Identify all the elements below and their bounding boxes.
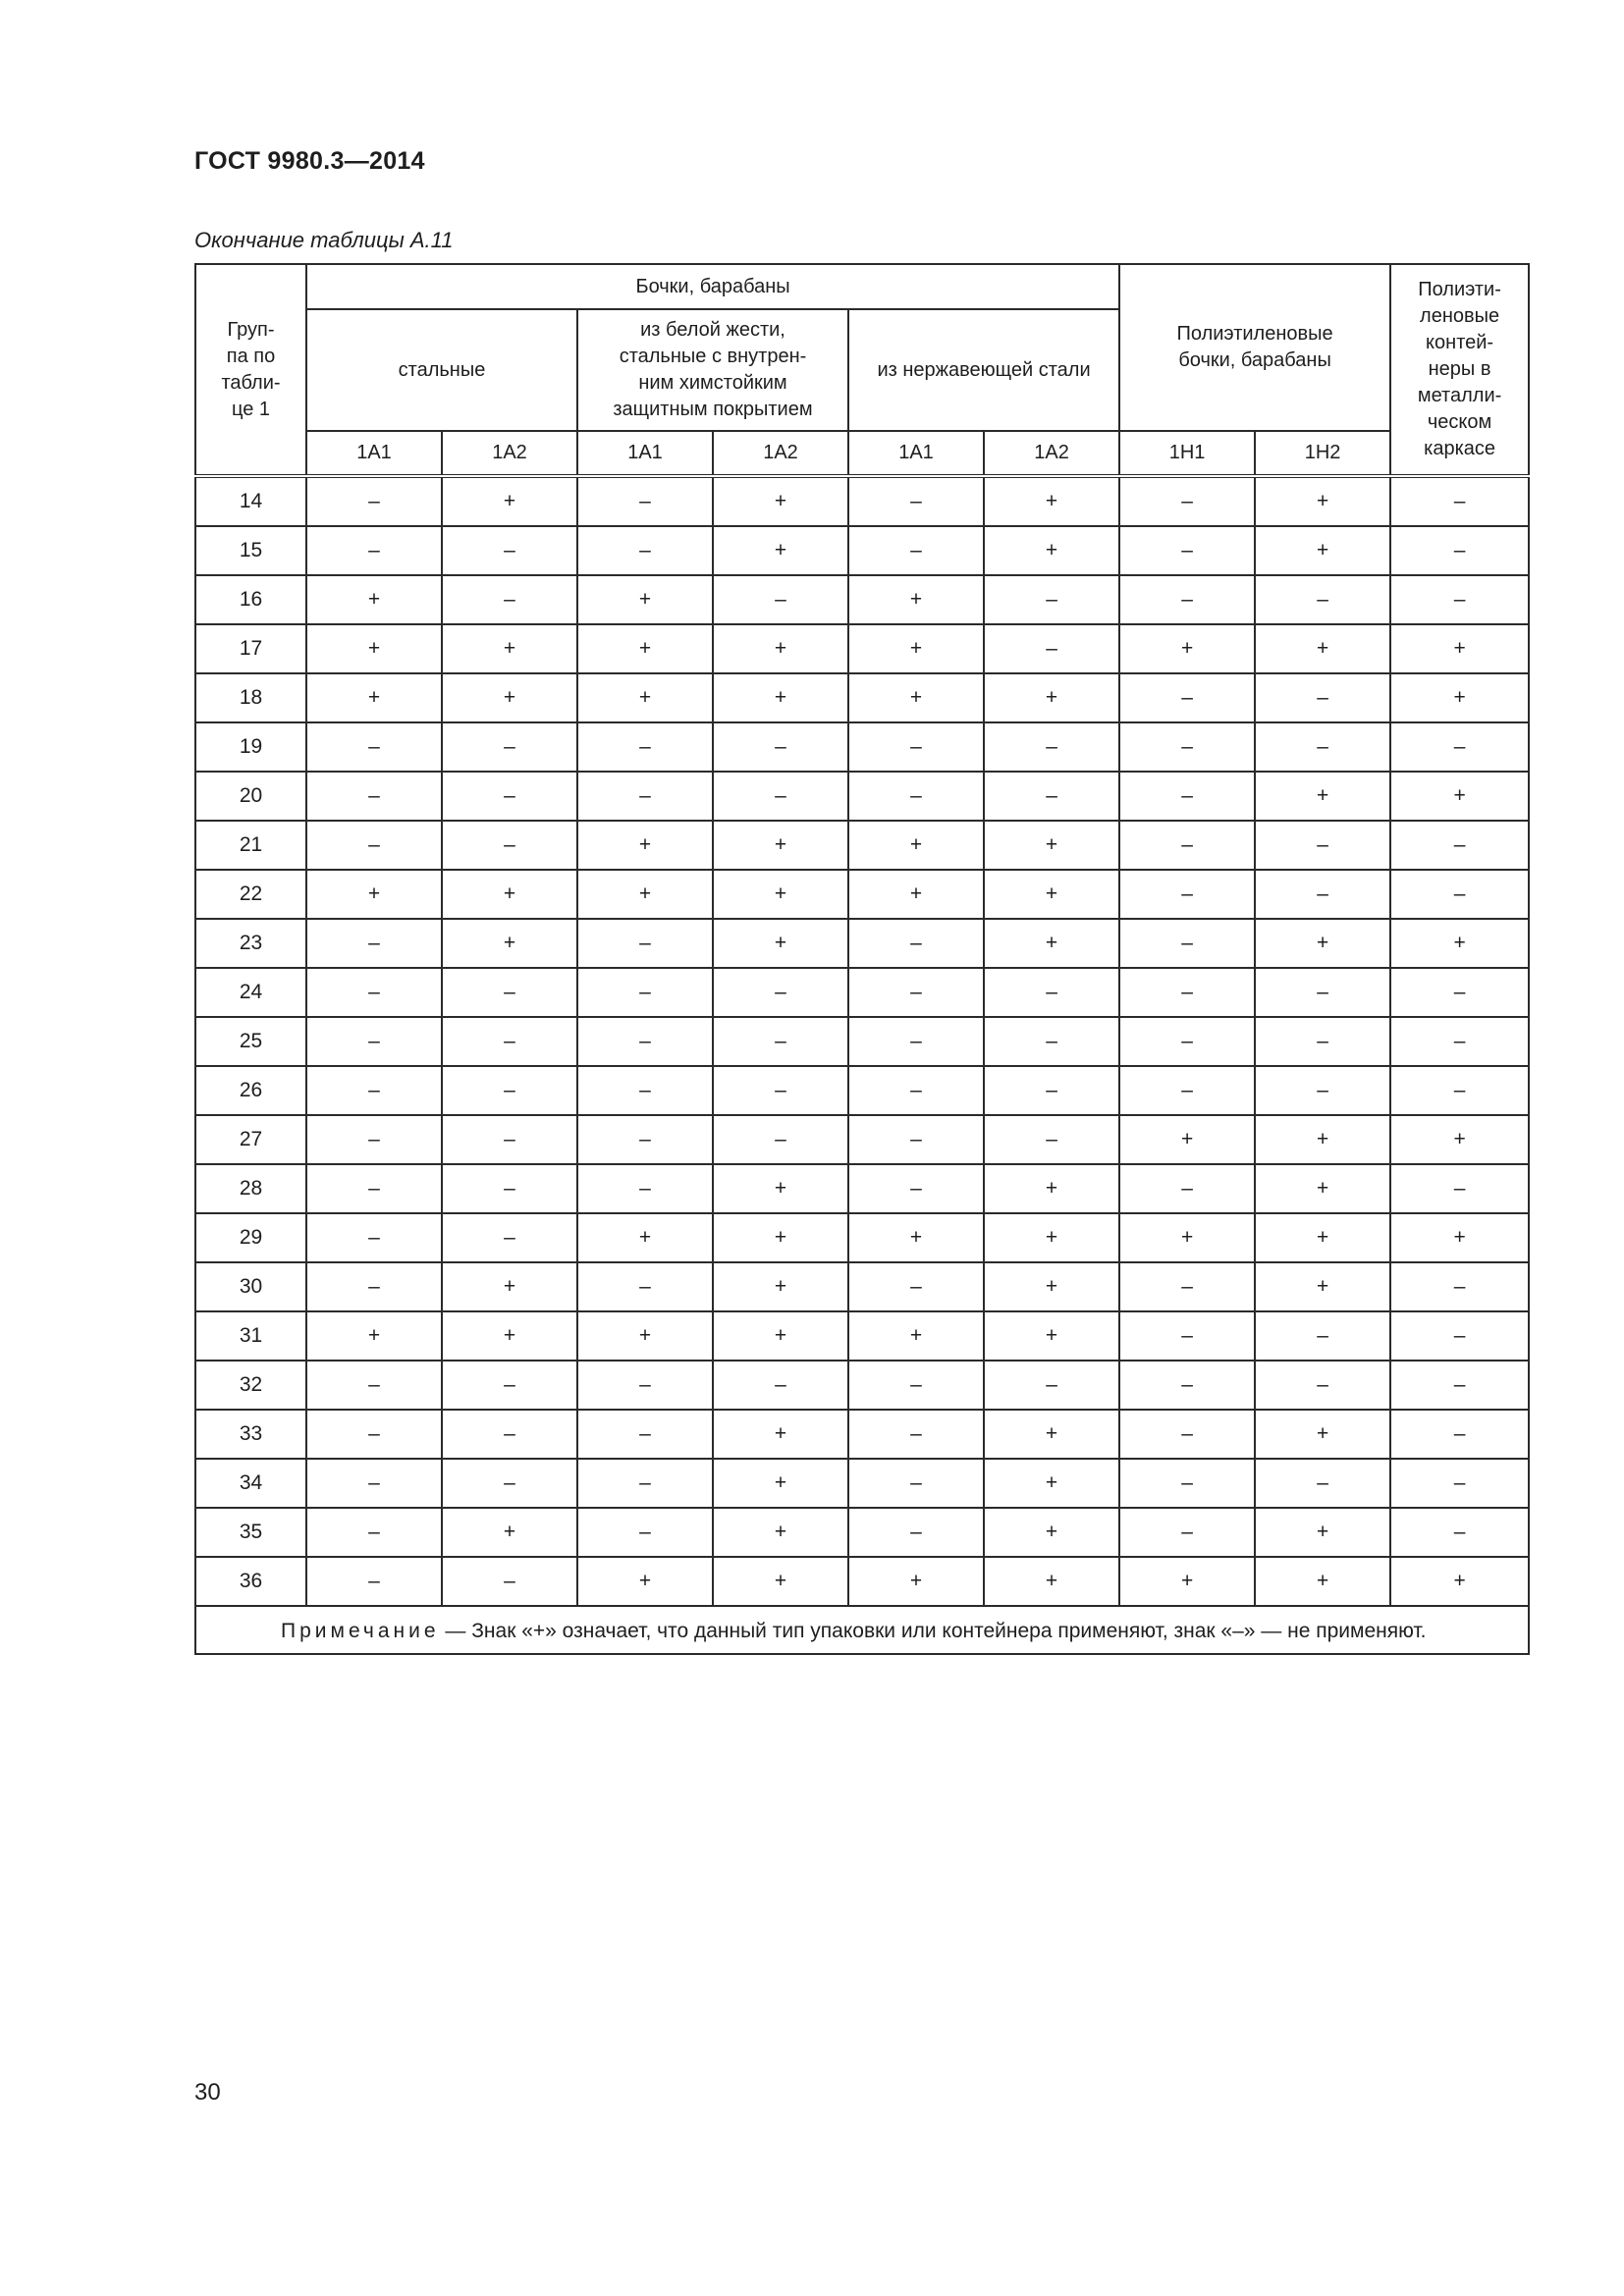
applicability-cell: + — [713, 1459, 848, 1508]
applicability-cell: – — [984, 1017, 1119, 1066]
applicability-cell: – — [306, 1017, 442, 1066]
applicability-cell: – — [713, 575, 848, 624]
applicability-cell: + — [848, 624, 984, 673]
applicability-cell: + — [848, 1213, 984, 1262]
applicability-cell: – — [984, 1066, 1119, 1115]
group-number-cell: 21 — [195, 821, 306, 870]
code-header: 1H1 — [1119, 431, 1255, 476]
applicability-cell: – — [1119, 476, 1255, 526]
table-row — [195, 476, 1529, 526]
applicability-cell: – — [577, 968, 713, 1017]
applicability-cell: – — [848, 1459, 984, 1508]
group-number-cell: 35 — [195, 1508, 306, 1557]
applicability-cell: – — [1390, 476, 1529, 526]
applicability-cell: + — [306, 673, 442, 722]
note-label: Примечание — [281, 1620, 440, 1642]
applicability-cell: – — [713, 772, 848, 821]
applicability-cell: – — [306, 772, 442, 821]
applicability-cell: + — [577, 1213, 713, 1262]
table-row — [195, 1017, 1529, 1066]
applicability-cell: + — [984, 1262, 1119, 1311]
applicability-cell: – — [306, 1508, 442, 1557]
applicability-cell: + — [1390, 1557, 1529, 1606]
code-header: 1A1 — [306, 431, 442, 476]
applicability-cell: – — [577, 1410, 713, 1459]
applicability-cell: – — [1390, 1017, 1529, 1066]
applicability-cell: + — [306, 624, 442, 673]
applicability-cell: – — [848, 1361, 984, 1410]
applicability-cell: – — [442, 968, 577, 1017]
applicability-cell: – — [1119, 1361, 1255, 1410]
applicability-cell: – — [848, 1410, 984, 1459]
applicability-cell: – — [306, 1213, 442, 1262]
group-number-cell: 14 — [195, 476, 306, 526]
applicability-cell: + — [848, 870, 984, 919]
applicability-cell: – — [1255, 1311, 1390, 1361]
group-number-cell: 27 — [195, 1115, 306, 1164]
applicability-cell: – — [577, 1115, 713, 1164]
applicability-cell: + — [1255, 1164, 1390, 1213]
applicability-cell: – — [713, 968, 848, 1017]
applicability-cell: – — [1119, 1066, 1255, 1115]
poly-container-header: Полиэти- леновые контей- неры в металли- ческом каркасе — [1390, 264, 1529, 476]
applicability-cell: + — [984, 1164, 1119, 1213]
applicability-cell: + — [848, 575, 984, 624]
applicability-cell: + — [306, 1311, 442, 1361]
code-header: 1A2 — [713, 431, 848, 476]
code-header: 1A1 — [577, 431, 713, 476]
applicability-cell: – — [1119, 1017, 1255, 1066]
applicability-cell: – — [442, 1361, 577, 1410]
applicability-cell: + — [577, 673, 713, 722]
applicability-cell: – — [713, 722, 848, 772]
table-row — [195, 1164, 1529, 1213]
applicability-cell: – — [1119, 1410, 1255, 1459]
applicability-cell: – — [1255, 870, 1390, 919]
applicability-cell: + — [1255, 476, 1390, 526]
applicability-cell: + — [984, 821, 1119, 870]
applicability-cell: + — [713, 526, 848, 575]
applicability-cell: + — [984, 1459, 1119, 1508]
applicability-cell: + — [713, 1410, 848, 1459]
applicability-cell: – — [1119, 968, 1255, 1017]
applicability-cell: + — [713, 1311, 848, 1361]
code-header: 1A2 — [442, 431, 577, 476]
applicability-cell: + — [442, 1311, 577, 1361]
applicability-cell: – — [306, 1557, 442, 1606]
applicability-cell: – — [848, 1017, 984, 1066]
note-text: — Знак «+» означает, что данный тип упаковки или контейнера применяют, знак «–» — не применяют. — [439, 1620, 1427, 1642]
applicability-cell: + — [984, 919, 1119, 968]
applicability-cell: + — [984, 673, 1119, 722]
applicability-cell: – — [306, 1361, 442, 1410]
table-row — [195, 1213, 1529, 1262]
group-number-cell: 34 — [195, 1459, 306, 1508]
applicability-cell: – — [577, 1361, 713, 1410]
page-number: 30 — [194, 2079, 221, 2106]
table-row — [195, 1508, 1529, 1557]
applicability-cell: + — [1255, 1508, 1390, 1557]
applicability-cell: – — [1390, 821, 1529, 870]
applicability-cell: – — [306, 1115, 442, 1164]
table-row — [195, 821, 1529, 870]
applicability-cell: – — [442, 772, 577, 821]
applicability-cell: – — [442, 1164, 577, 1213]
table-row — [195, 624, 1529, 673]
applicability-cell: – — [848, 968, 984, 1017]
applicability-cell: + — [984, 870, 1119, 919]
applicability-cell: – — [1119, 821, 1255, 870]
table-row — [195, 870, 1529, 919]
group-number-cell: 22 — [195, 870, 306, 919]
applicability-cell: – — [577, 476, 713, 526]
applicability-cell: – — [984, 968, 1119, 1017]
code-header: 1H2 — [1255, 431, 1390, 476]
applicability-cell: + — [713, 476, 848, 526]
applicability-cell: – — [713, 1017, 848, 1066]
applicability-cell: – — [984, 1115, 1119, 1164]
applicability-cell: + — [984, 1557, 1119, 1606]
applicability-cell: + — [1119, 1213, 1255, 1262]
group-number-cell: 33 — [195, 1410, 306, 1459]
applicability-cell: – — [1119, 772, 1255, 821]
applicability-cell: – — [577, 1262, 713, 1311]
applicability-cell: + — [1255, 919, 1390, 968]
applicability-cell: + — [577, 575, 713, 624]
table-row — [195, 1410, 1529, 1459]
applicability-cell: – — [306, 1164, 442, 1213]
applicability-cell: – — [1119, 1164, 1255, 1213]
group-number-cell: 25 — [195, 1017, 306, 1066]
applicability-cell: – — [713, 1066, 848, 1115]
applicability-cell: – — [1390, 1410, 1529, 1459]
group-number-cell: 20 — [195, 772, 306, 821]
applicability-cell: + — [984, 1410, 1119, 1459]
applicability-cell: + — [984, 476, 1119, 526]
applicability-cell: – — [1255, 1459, 1390, 1508]
group-number-cell: 23 — [195, 919, 306, 968]
applicability-cell: + — [1255, 1115, 1390, 1164]
table-note — [195, 1606, 1529, 1654]
applicability-cell: – — [442, 1557, 577, 1606]
stainless-header: из нержавеющей стали — [848, 309, 1119, 431]
group-number-cell: 18 — [195, 673, 306, 722]
applicability-cell: – — [984, 624, 1119, 673]
applicability-cell: + — [713, 1164, 848, 1213]
applicability-cell: – — [848, 919, 984, 968]
applicability-cell: – — [577, 1066, 713, 1115]
applicability-cell: + — [577, 1311, 713, 1361]
applicability-cell: – — [1119, 722, 1255, 772]
group-number-cell: 15 — [195, 526, 306, 575]
applicability-cell: + — [442, 476, 577, 526]
packaging-table — [194, 263, 1530, 1655]
applicability-cell: – — [1390, 1262, 1529, 1311]
table-row — [195, 1066, 1529, 1115]
applicability-cell: + — [577, 870, 713, 919]
applicability-cell: – — [306, 1066, 442, 1115]
applicability-cell: + — [713, 1557, 848, 1606]
applicability-cell: + — [713, 1262, 848, 1311]
applicability-cell: – — [1255, 821, 1390, 870]
table-row — [195, 1459, 1529, 1508]
applicability-cell: – — [1255, 1361, 1390, 1410]
applicability-cell: + — [713, 673, 848, 722]
applicability-cell: + — [306, 870, 442, 919]
applicability-cell: + — [713, 919, 848, 968]
applicability-cell: + — [577, 821, 713, 870]
applicability-cell: + — [1119, 624, 1255, 673]
applicability-cell: – — [306, 968, 442, 1017]
applicability-cell: – — [1390, 1508, 1529, 1557]
group-number-cell: 29 — [195, 1213, 306, 1262]
applicability-cell: – — [577, 1459, 713, 1508]
applicability-cell: – — [442, 1213, 577, 1262]
applicability-cell: – — [1390, 575, 1529, 624]
applicability-cell: – — [1255, 1017, 1390, 1066]
table-row — [195, 1115, 1529, 1164]
applicability-cell: + — [1119, 1557, 1255, 1606]
applicability-cell: – — [306, 476, 442, 526]
barrels-header: Бочки, барабаны — [306, 264, 1119, 309]
applicability-cell: + — [1390, 919, 1529, 968]
applicability-cell: – — [1119, 1262, 1255, 1311]
applicability-cell: – — [848, 1262, 984, 1311]
applicability-cell: – — [577, 1508, 713, 1557]
applicability-cell: – — [848, 1066, 984, 1115]
applicability-cell: – — [1390, 722, 1529, 772]
applicability-cell: – — [442, 1459, 577, 1508]
applicability-cell: – — [1390, 526, 1529, 575]
applicability-cell: – — [1119, 1311, 1255, 1361]
group-number-cell: 19 — [195, 722, 306, 772]
applicability-cell: – — [306, 919, 442, 968]
group-number-cell: 26 — [195, 1066, 306, 1115]
applicability-cell: – — [1119, 526, 1255, 575]
applicability-cell: – — [1255, 1066, 1390, 1115]
applicability-cell: – — [713, 1115, 848, 1164]
applicability-cell: – — [1390, 1311, 1529, 1361]
applicability-cell: – — [1119, 575, 1255, 624]
applicability-cell: + — [984, 1311, 1119, 1361]
applicability-cell: + — [442, 624, 577, 673]
applicability-cell: – — [306, 722, 442, 772]
table-row — [195, 772, 1529, 821]
applicability-cell: + — [984, 1508, 1119, 1557]
applicability-cell: – — [442, 722, 577, 772]
applicability-cell: – — [848, 476, 984, 526]
applicability-cell: + — [1255, 624, 1390, 673]
applicability-cell: + — [1255, 1262, 1390, 1311]
applicability-cell: – — [848, 526, 984, 575]
applicability-cell: – — [984, 1361, 1119, 1410]
group-number-cell: 31 — [195, 1311, 306, 1361]
group-number-cell: 28 — [195, 1164, 306, 1213]
tin-header: из белой жести, стальные с внутрен- ним химстойким защитным покрытием — [577, 309, 848, 431]
applicability-cell: – — [984, 772, 1119, 821]
applicability-cell: + — [1390, 772, 1529, 821]
applicability-cell: + — [1255, 1213, 1390, 1262]
applicability-cell: + — [713, 1213, 848, 1262]
table-row — [195, 968, 1529, 1017]
applicability-cell: – — [1119, 919, 1255, 968]
applicability-cell: + — [442, 870, 577, 919]
applicability-cell: + — [1255, 1557, 1390, 1606]
applicability-cell: – — [1390, 968, 1529, 1017]
applicability-cell: – — [1390, 1066, 1529, 1115]
applicability-cell: – — [577, 1164, 713, 1213]
applicability-cell: + — [713, 1508, 848, 1557]
document-header: ГОСТ 9980.3—2014 — [194, 147, 425, 175]
applicability-cell: – — [848, 772, 984, 821]
applicability-cell: + — [306, 575, 442, 624]
applicability-cell: + — [713, 624, 848, 673]
table-row — [195, 673, 1529, 722]
group-number-cell: 36 — [195, 1557, 306, 1606]
table-row — [195, 919, 1529, 968]
applicability-cell: – — [577, 722, 713, 772]
table-row — [195, 1262, 1529, 1311]
applicability-cell: – — [848, 1115, 984, 1164]
group-number-cell: 30 — [195, 1262, 306, 1311]
steel-header: стальные — [306, 309, 577, 431]
code-header: 1A2 — [984, 431, 1119, 476]
table-row — [195, 526, 1529, 575]
group-column-header: Груп- па по табли- це 1 — [195, 264, 306, 476]
applicability-cell: – — [442, 575, 577, 624]
applicability-cell: + — [1390, 624, 1529, 673]
applicability-cell: – — [1255, 673, 1390, 722]
applicability-cell: – — [577, 1017, 713, 1066]
applicability-cell: – — [306, 1459, 442, 1508]
applicability-cell: – — [1119, 1508, 1255, 1557]
applicability-cell: + — [1255, 1410, 1390, 1459]
applicability-cell: – — [577, 526, 713, 575]
applicability-cell: – — [713, 1361, 848, 1410]
group-number-cell: 32 — [195, 1361, 306, 1410]
applicability-cell: + — [1390, 673, 1529, 722]
applicability-cell: – — [442, 1066, 577, 1115]
applicability-cell: – — [306, 821, 442, 870]
applicability-cell: – — [984, 722, 1119, 772]
applicability-cell: – — [1119, 1459, 1255, 1508]
applicability-cell: + — [577, 624, 713, 673]
applicability-cell: + — [1390, 1115, 1529, 1164]
applicability-cell: + — [848, 1557, 984, 1606]
applicability-cell: – — [1119, 673, 1255, 722]
applicability-cell: + — [848, 1311, 984, 1361]
group-number-cell: 24 — [195, 968, 306, 1017]
applicability-cell: + — [1390, 1213, 1529, 1262]
applicability-cell: + — [848, 673, 984, 722]
applicability-cell: + — [1255, 772, 1390, 821]
applicability-cell: – — [984, 575, 1119, 624]
applicability-cell: + — [984, 1213, 1119, 1262]
applicability-cell: – — [848, 1164, 984, 1213]
table-row — [195, 1361, 1529, 1410]
applicability-cell: – — [306, 526, 442, 575]
applicability-cell: + — [442, 673, 577, 722]
applicability-cell: – — [1255, 722, 1390, 772]
poly-barrels-header: Полиэтиленовые бочки, барабаны — [1119, 264, 1390, 431]
table-caption: Окончание таблицы А.11 — [194, 228, 454, 252]
applicability-cell: + — [713, 821, 848, 870]
applicability-cell: – — [1119, 870, 1255, 919]
applicability-cell: + — [442, 1508, 577, 1557]
applicability-cell: + — [577, 1557, 713, 1606]
applicability-cell: – — [1390, 1164, 1529, 1213]
applicability-cell: – — [1390, 1459, 1529, 1508]
applicability-cell: – — [1390, 870, 1529, 919]
applicability-cell: – — [848, 1508, 984, 1557]
applicability-cell: + — [1255, 526, 1390, 575]
applicability-cell: – — [442, 526, 577, 575]
applicability-cell: – — [1255, 968, 1390, 1017]
applicability-cell: – — [577, 772, 713, 821]
applicability-cell: + — [984, 526, 1119, 575]
applicability-cell: – — [577, 919, 713, 968]
applicability-cell: + — [713, 870, 848, 919]
applicability-cell: – — [442, 821, 577, 870]
applicability-cell: – — [1255, 575, 1390, 624]
applicability-cell: + — [1119, 1115, 1255, 1164]
applicability-cell: + — [442, 919, 577, 968]
table-row — [195, 575, 1529, 624]
table-row — [195, 722, 1529, 772]
applicability-cell: – — [306, 1262, 442, 1311]
group-number-cell: 17 — [195, 624, 306, 673]
applicability-cell: – — [442, 1410, 577, 1459]
applicability-cell: – — [1390, 1361, 1529, 1410]
applicability-cell: – — [442, 1115, 577, 1164]
applicability-cell: – — [306, 1410, 442, 1459]
code-header: 1A1 — [848, 431, 984, 476]
applicability-cell: – — [848, 722, 984, 772]
applicability-cell: + — [442, 1262, 577, 1311]
table-body — [195, 476, 1529, 1606]
group-number-cell: 16 — [195, 575, 306, 624]
applicability-cell: + — [848, 821, 984, 870]
table-row — [195, 1311, 1529, 1361]
applicability-cell: – — [442, 1017, 577, 1066]
table-row — [195, 1557, 1529, 1606]
